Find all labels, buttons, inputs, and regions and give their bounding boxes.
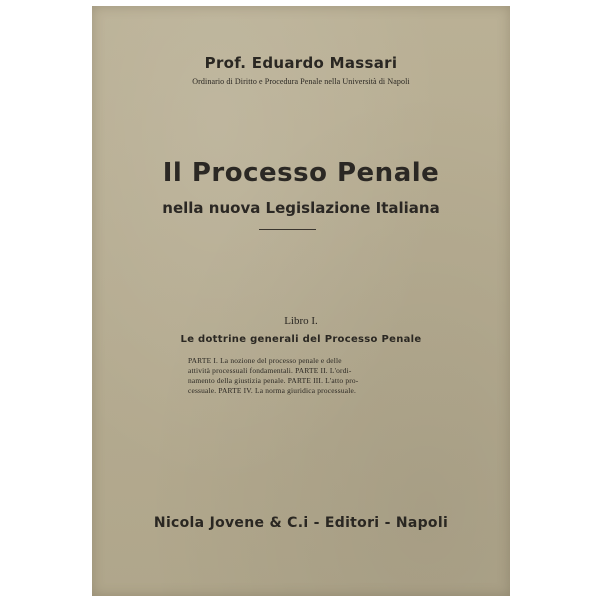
- book-subtitle: nella nuova Legislazione Italiana: [162, 199, 440, 217]
- contents-line: cessuale. PARTE IV. La norma giuridica processuale.: [188, 386, 356, 395]
- volume-title: Le dottrine generali del Processo Penale: [180, 334, 422, 345]
- contents-line: PARTE I. La nozione del processo penale e delle: [188, 356, 342, 365]
- author-name: Prof. Eduardo Massari: [204, 54, 398, 72]
- contents-line: attività processuali fondamentali. PARTE II. L'ordi-: [188, 366, 352, 375]
- book-cover: [92, 6, 510, 596]
- author-affiliation: Ordinario di Diritto e Procedura Penale nella Università di Napoli: [192, 77, 410, 86]
- contents-line: namento della giustizia penale. PARTE III. L'atto pro-: [188, 376, 359, 385]
- book-title: Il Processo Penale: [162, 158, 440, 188]
- publisher-imprint: Nicola Jovene & C.i - Editori - Napoli: [153, 515, 449, 531]
- contents-summary: [188, 356, 428, 396]
- volume-label: Libro I.: [284, 315, 318, 327]
- title-divider: [259, 229, 316, 230]
